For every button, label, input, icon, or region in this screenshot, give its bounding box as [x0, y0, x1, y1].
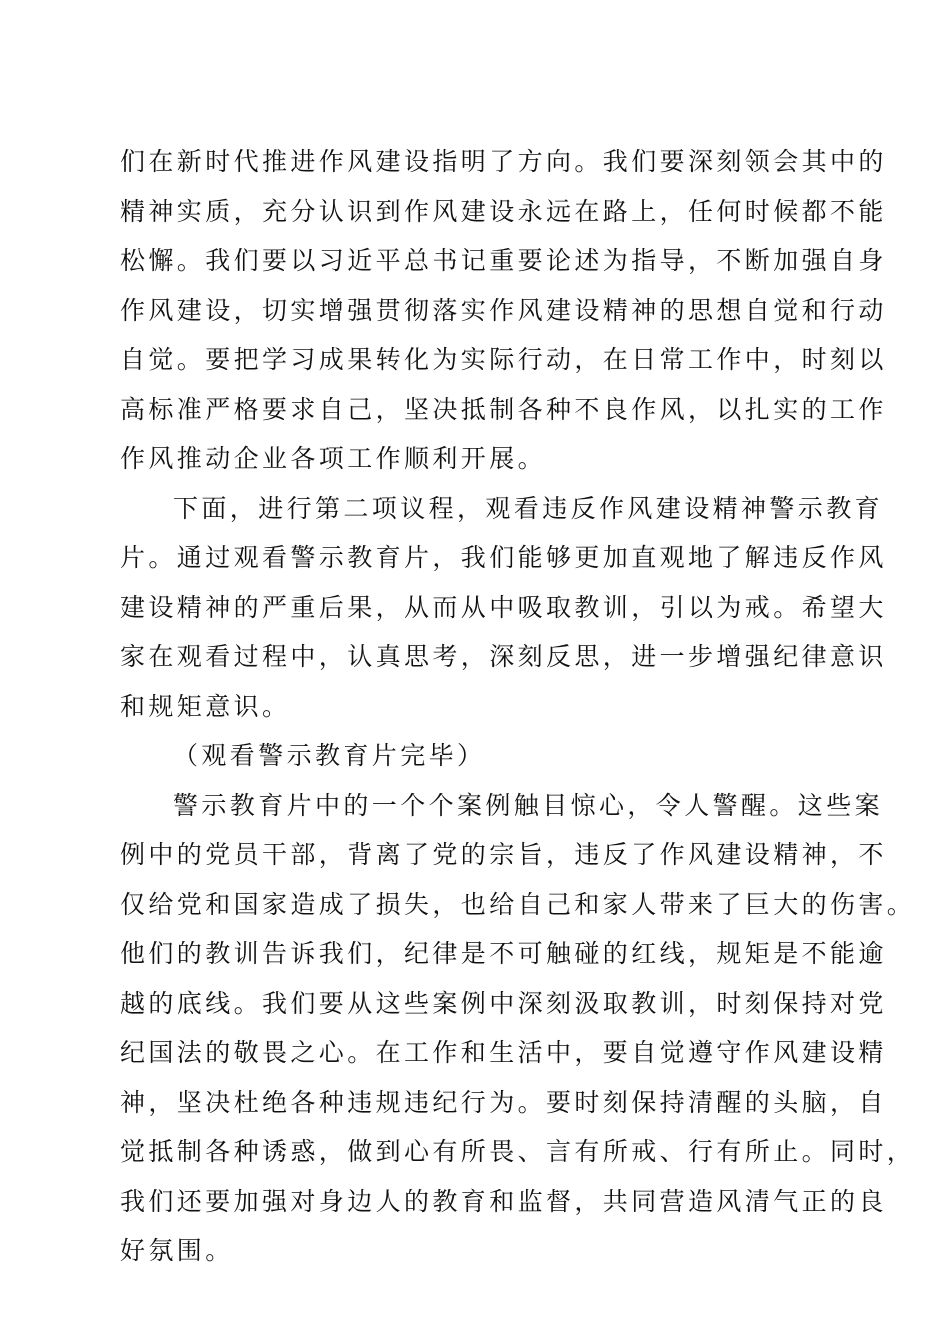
text-line: 他们的教训告诉我们，纪律是不可触碰的红线，规矩是不能逾: [120, 939, 887, 968]
paragraph-3-note: [120, 731, 840, 781]
text-line: 好氛围。: [120, 1236, 234, 1265]
text-line: 神，坚决杜绝各种违规违纪行为。要时刻保持清醒的头脑，自: [120, 1087, 887, 1117]
text-line: 越的底线。我们要从这些案例中深刻汲取教训，时刻保持对党: [120, 988, 887, 1018]
text-line: 建设精神的严重后果，从而从中吸取教训，引以为戒。希望大: [120, 592, 887, 622]
text-line: 下面，进行第二项议程，观看违反作风建设精神警示教育: [173, 493, 884, 523]
text-line: 精神实质，充分认识到作风建设永远在路上，任何时候都不能: [120, 196, 887, 226]
text-line: 警示教育片中的一个个案例触目惊心，令人警醒。这些案: [173, 790, 884, 820]
text-line: 例中的党员干部，背离了党的宗旨，违反了作风建设精神，不: [120, 840, 887, 869]
text-line: 作风推动企业各项工作顺利开展。: [120, 444, 547, 473]
paragraph-1: [120, 137, 887, 484]
text-line: 们在新时代推进作风建设指明了方向。我们要深刻领会其中的: [120, 147, 887, 176]
text-line: （观看警示教育片完毕）: [173, 741, 486, 770]
text-line: 纪国法的敬畏之心。在工作和生活中，要自觉遵守作风建设精: [120, 1038, 887, 1067]
text-line: 高标准严格要求自己，坚决抵制各种不良作风，以扎实的工作: [120, 394, 887, 424]
text-line: 我们还要加强对身边人的教育和监督，共同营造风清气正的良: [120, 1186, 887, 1216]
document-page: [120, 137, 916, 1276]
paragraph-4: [120, 781, 916, 1276]
text-line: 作风建设，切实增强贯彻落实作风建设精神的思想自觉和行动: [120, 295, 887, 325]
text-line: 和规矩意识。: [120, 691, 291, 721]
text-line: 仅给党和国家造成了损失，也给自己和家人带来了巨大的伤害。: [120, 889, 916, 919]
paragraph-2: [120, 484, 887, 732]
text-line: 觉抵制各种诱惑，做到心有所畏、言有所戒、行有所止。同时，: [120, 1137, 916, 1166]
text-line: 片。通过观看警示教育片，我们能够更加直观地了解违反作风: [120, 543, 887, 572]
text-line: 自觉。要把学习成果转化为实际行动，在日常工作中，时刻以: [120, 345, 887, 374]
text-line: 松懈。我们要以习近平总书记重要论述为指导，不断加强自身: [120, 246, 887, 275]
text-line: 家在观看过程中，认真思考，深刻反思，进一步增强纪律意识: [120, 642, 887, 671]
